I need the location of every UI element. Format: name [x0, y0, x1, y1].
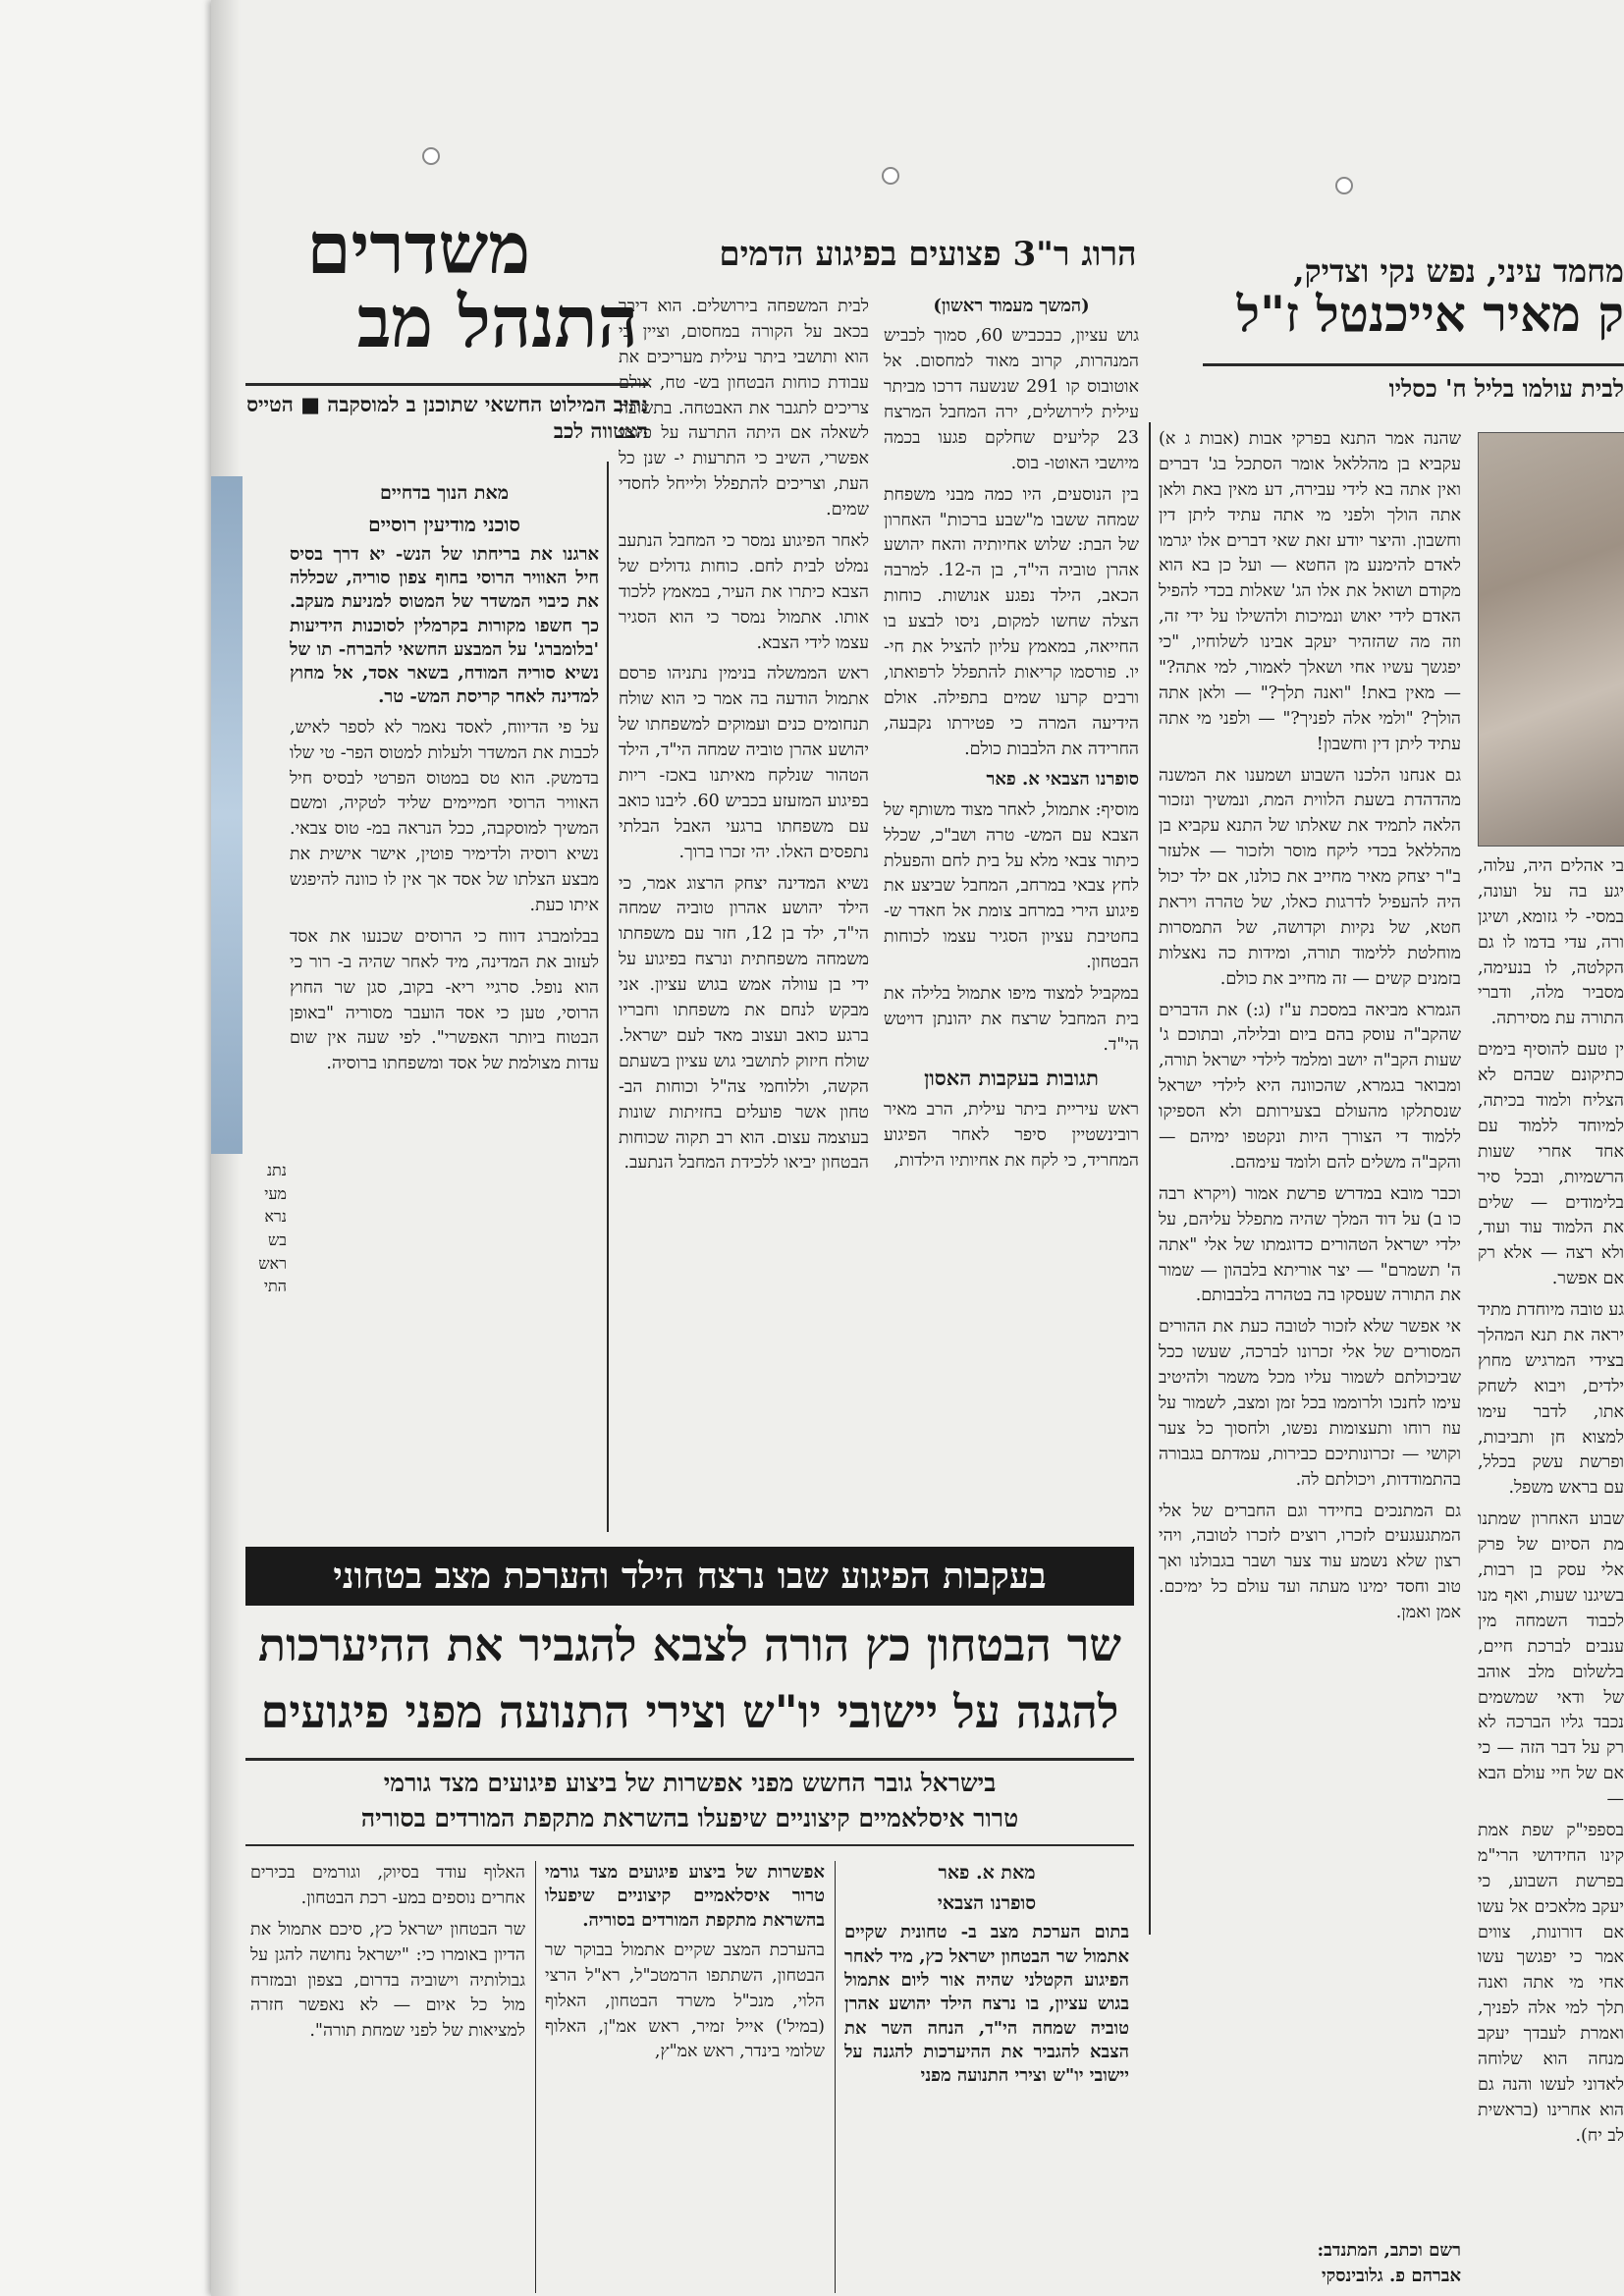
sub-headline-line2: טרור איסלאמיים קיצוניים שיפעלו בהשראת מתקפת המורדים בסוריה — [360, 1804, 1019, 1832]
child-portrait-photo — [1478, 432, 1624, 847]
section-banner: בעקבות הפיגוע שבו נרצח הילד והערכת מצב בטחוני — [245, 1547, 1134, 1606]
obituary-subheadline: לבית עולמו בליל ח' כסליו — [1388, 374, 1624, 403]
column-divider — [835, 1861, 836, 2293]
paragraph: וכבר מובא במדרש פרשת אמור (ויקרא רבה כו ב) על דוד המלך שהיה מתפלל עליהם, על ילדי ישראל הטהורים כדוגמתו של אלי "אתה ה' תשמרם" — יצר אוריתא בלבהון — שמור את התורה שעסקו בה בטהרה בלבבותם. — [1159, 1183, 1461, 1306]
news-column-right — [884, 295, 1139, 1532]
fragment: נתנ — [266, 1161, 287, 1179]
left-headline-line2: התנהל מב — [356, 285, 638, 363]
fragment: ראש — [258, 1253, 287, 1273]
paragraph: גם אנחנו הלכנו השבוע ושמענו את המשנה מהדהדת בשעת הלווית המת, ונמשיך ונזכור הלאה לתמיד את שאלתו של התנא עקביא בן מהללאל בכדי ליקח מוסר ולזכור — אלעזר ב"ר יצחק מאיר מחייב את כולנו, אם ילד יכול היה להעפיל לדרגות כאלו, של טהרה ויראת חטא, של נקיות וקדושה, של התמסרות מוחלטת ללימוד תורה, ומידות כה נאצלות בזמנים קשים — זה מחייב את כולם. — [1159, 765, 1461, 989]
left-subheadline: נתיב המילוט החשאי שתוכנן ב למוסקבה ■ הטייס הצטווה לכב — [246, 392, 648, 444]
assad-article-column — [290, 481, 599, 1532]
obituary-kicker: מחמד עיני, נפש נקי וצדיק, — [1293, 253, 1624, 290]
punch-hole — [1335, 177, 1353, 194]
security-article-col2 — [545, 1861, 825, 2296]
lead-paragraph: אפשרות של ביצוע פיגועים מצד גורמי טרור איסלאמיים קיצוניים שיפעלו בהשראת מתקפת המורדים בסוריה. — [545, 1862, 825, 1931]
paragraph: שהנה אמר התנא בפרקי אבות (אבות ג א) עקביא בן מהללאל אומר הסתכל בג' דברים ואין אתה בא לידי עבירה, דע מאין באת ולאן אתה הולך ולפני מי אתה עתיד ליתן דין וחשבון. והיצר יודע זאת שאי דברים אלו יגרמו לאדם להימנע מן החטא — ועל כן בא הוא מקודם ושואל את אלו הג' שאלות בכדי להפיל האדם לידי יאוש ונמיכות ולהשילו על ידי זה, וזה מה שהזהיר יעקב אבינו לשלוחיו, "כי יפגשך עשיו אחי ושאלך לאמור, למי אתה?" — מאין באת! "ואנה תלך?" — ולאן אתה הולך? "ולמי אלה לפניך?" — ולפני מי אתה עתיד ליתן דין וחשבון! — [1159, 429, 1461, 754]
paragraph: בין הנוסעים, היו כמה מבני משפחת שמחה ששבו מ"שבע ברכות" האחרון של הבת: שלוש אחיותיה והאח יהושע אהרן טוביה הי"ד, בן ה-12. למרבה הכאב, הילד נפגע אנושות. כוחות הצלה שחשו למקום, ניסו לבצע בו החייאה, במאמץ עליון להציל את חי- יו. פורסמו קריאות להתפלל לרפואתו, ורבים קרעו שמים בתפילה. אולם הידיעה המרה כי פטירתו נקבעה, החרידה את הלבבות כולם. — [884, 484, 1139, 759]
paragraph: מוסיף: אתמול, לאחר מצוד משותף של הצבא עם המש- טרה ושב"כ, שכלל כיתור צבאי מלא על בית לחם והפעלת לחץ צבאי במרחב, המחבל שביצע את פיגוע הירי במרחב צומת אל חאדר ש- בחטיבת עציון הסגיר עצמו לכוחות הבטחון. — [884, 799, 1139, 973]
paragraph: ין טעם להוסיף בימים כתיקונם שבהם לא הצליח ולמוד בכיתה, למיוחד ללמוד עם אחד אחרי שעות הרשמיות, ובכל סיר בלימודים — שלים את הלמוד עוד ועוד, ולא רצה — אלא רק אם אפשר. — [1478, 1040, 1624, 1289]
paragraph: לאחר הפיגוע נמסר כי המחבל הנתעב נמלט לבית לחם. כוחות גדולים של הצבא כיתרו את העיר, במאמץ ללכוד אותו. אתמול נמסר כי הוא הסגיר עצמו לידי הצבא. — [619, 531, 869, 653]
lead-paragraph: בתום הערכת מצב ב- טחונית שקיים אתמול שר הבטחון ישראל כץ, מיד לאחר הפיגוע הקטלני שהיה אור ליום אתמול בגוש עציון, בו נרצח הילד יהושע אהרן טוביה שמחה הי"ד, הנחה השר את הצבא להגביר את ההיערכות להגנה על יישובי יו"ש וצירי התנועה מפני — [844, 1922, 1129, 2087]
obituary-column — [1159, 427, 1461, 2234]
obituary-signoff: רשם וכתב, המתנדב: — [1317, 2240, 1461, 2261]
lead-paragraph: ארגנו את בריחתו של הנש- יא דרך בסיס חיל האוויר הרוסי בחוף צפון סוריה, שכללה את כיבוי המשדר של המטוס למניעת מעקב. כך חשפו מקורות בקרמלין לסוכנות הידיעות 'בלומברג' על המבצע החשאי להברח- תו של נשיא סוריה המודח, בשאר אסד, אל מחוץ למדינה לאחר קריסת המש- טר. — [290, 543, 599, 708]
fragment: בש — [267, 1230, 287, 1250]
section-subhead: תגובות בעקבות האסון — [924, 1065, 1099, 1090]
paragraph: הגמרא מביאה במסכת ע"ז (ג:) את הדברים שהקב"ה עוסק בהם ביום ובלילה, ובתוכם ג' שעות הקב"ה יושב ומלמד לילדי ישראל תורה, ומבואר בגמרא, שהכוונה היא לילדי ישראל שנסתלקו מהעולם בצעירותם ולא הספיקו ללמוד די הצורך היות ונקטפו ימיהם — והקב"ה משלים להם ולומד עימהם. — [1159, 1000, 1461, 1173]
divider — [1203, 363, 1624, 366]
fragment: מעי — [264, 1183, 287, 1203]
paragraph: בי אהלים היה, עלוה, יגע בה על ועונה, במסי- לי גזומא, ושיגן ורה, עדי בדמו לו גם הקלטה, לו בנעימה, מסביר מלה, ודברי התורה עת מסירתה. — [1478, 856, 1624, 1029]
column-divider — [1149, 422, 1151, 1935]
paragraph: גם המתנכים בחיידר וגם החברים של אלי המתגעגעים לזכרו, רוצים לזכרו לטובה, ויהי רצון שלא נשמע עוד צער ושבר בגבולנו ואך טוב וחסד ימינו מעתה ועד עולם כל ימיכם. אמן ואמן. — [1159, 1501, 1461, 1623]
paragraph: במקביל למצוד מיפו אתמול בלילה את בית המחבל שרצח את יהונתן דויטש הי"ד. — [884, 983, 1139, 1055]
paragraph: שבוע האחרון שמתנו מת הסיום של פרק אלי עסק בן רבות, בשיגנו שעות, ואף מנו לכבוד השמחה מין ענבים לברכת חיים, בלשלום מלב אוהב של ודאי שמשמים נכבד גליו הברכה לא רק על דבר הזה — כי אם של חיי עולם הבא — — [1478, 1509, 1624, 1810]
divider — [245, 1844, 1134, 1846]
divider — [245, 383, 648, 386]
paragraph: גע טובה מיוחדת מתיד יראה את תנא המהלך בצידי המרגיש מחוץ ילדים, ויבוא לשחק אתו, לדבר עימו למצוא חן ותביבות, ופרשת עשק בכלל, עם בראש משפל. — [1478, 1300, 1624, 1499]
obituary-author: אברהם פ. גלובינסקי — [1321, 2266, 1461, 2286]
paragraph: שר הבטחון ישראל כץ, סיכם אתמול את הדיון באומרו כי: "ישראל נחושה להגן על גבולותיה וישוביה בדרום, בצפון ובמזרח מול כל איום — לא נאפשר חזרה למציאות של לפני שמחת תורה". — [250, 1919, 525, 2042]
paragraph: בהערכת המצב שקיים אתמול בבוקר שר הבטחון, השתתפו הרמטכ"ל, רא"ל הרצי הלוי, מנכ"ל משרד הבטחון, האלוף (במיל') אייל זמיר, ראש אמ"ן, האלוף שלומי בינדר, ראש אמ"ץ, — [545, 1940, 825, 2062]
main-headline-line1: שר הבטחון כץ הורה לצבא להגביר את ההיערכות — [258, 1620, 1121, 1671]
byline: סופרנו הצבאי א. פאר — [986, 769, 1139, 791]
security-article-col3 — [250, 1861, 525, 2296]
paragraph: אי אפשר שלא לזכור לטובה כעת את ההורים המסורים של אלי זכרונו לברכה, שעשו ככל שביכולתם לשמור עליו מכל משמר ולהיטיב עימו לחנכו ולרוממו בכל זמן ומצב, לשמור על עוז רוחו ותעצומות נפשו, ולחסוך כל צער וקושי — זכרונותיכם כבירות, עמדתם בגבורה בהתמודדות, ויכולתם לה. — [1159, 1317, 1461, 1490]
security-article-col1 — [844, 1861, 1129, 2296]
fragment: התי — [263, 1277, 287, 1296]
center-headline: הרוג ר"3 פצועים בפיגוע הדמים — [719, 236, 1137, 274]
punch-hole — [882, 167, 899, 185]
sub-headline-line1: בישראל גובר החשש מפני אפשרות של ביצוע פיגועים מצד גורמי — [383, 1769, 997, 1797]
paragraph: על פי הדיווח, לאסד נאמר לא לספר לאיש, לכבות את המשדר ולעלות למטוס הפר- טי שלו בדמשק. הוא טס במטוס הפרטי לבסיס חיל האוויר הרוסי חמיימים שליד לטקיה, ומשם המשיך למוסקבה, ככל הנראה במ- טוס צבאי. נשיא רוסיה ולדימיר פוטין, אישר אישית את מבצע הצלתו של אסד אך אין לו כוונה להיפגש איתו כעת. — [290, 717, 599, 915]
left-headline-line1: משדרים — [306, 211, 530, 290]
main-headline-line2: להגנה על יישובי יו"ש וצירי התנועה מפני פיגועים — [260, 1687, 1119, 1738]
paragraph: ראש הממשלה בנימין נתניהו פרסם אתמול הודעה בה אמר כי הוא שולח תנחומים כנים ועמוקים למשפחתו של יהושע אהרן טוביה שמחה הי"ד, הילד הטהור שנלקח מאיתנו באכז- ריות בפיגוע המזעזע בכביש 60. ליבנו כואב עם משפחתו ברגעי האבל הבלתי נתפסים האלו. יהי זכרו ברוך. — [619, 664, 869, 862]
continuation-note: (המשך מעמוד ראשון) — [933, 296, 1090, 316]
blue-graphic-strip — [211, 476, 243, 1154]
byline-title: סופרנו הצבאי — [937, 1891, 1037, 1914]
paragraph: ראש עיריית ביתר עילית, הרב מאיר רובינשטיין סיפר לאחר הפיגוע המחריד, כי לקח את אחיותיו הילדות, — [884, 1099, 1139, 1171]
byline: מאת הנוך בדחיים — [380, 482, 509, 504]
byline: מאת א. פאר — [938, 1862, 1036, 1884]
divider — [245, 1758, 1134, 1761]
paragraph: לבית המשפחה בירושלים. הוא דיבר בכאב על הקורה במחסום, וציין כי הוא ותושבי ביתר עילית מעריכים את עבודת כוחות הבטחון בש- טח, אולם צריכים לתגבר את האבטחה. בתשובה לשאלה אם היתה התרעה על פיגוע אפשרי, השיב כי התרעות י- שנן כל העת, וצריכים להתפלל ולייחל לחסדי שמים. — [619, 297, 869, 520]
paragraph: האלוף עודד בסיוק, וגורמים בכירים אחרים נוספים במע- רכת הבטחון. — [250, 1863, 525, 1908]
news-column-left — [619, 295, 869, 1532]
paragraph: נשיא המדינה יצחק הרצוג אמר, כי הילד יהושע אהרון טוביה שמחה הי"ד, ילד בן 12, חזר עם משפחתו משמחה משפחתית ונרצח בפיגוע על ידי בן עוולה אמש בגוש עציון. אני מבקש לנחם את משפחתו וחבריו ברגע כואב ועצוב מאד לעם ישראל. שולח חיזוק לתושבי גוש עציון בשעתם הקשה, וללוחמי צה"ל וכוחות הב- טחון אשר פועלים בחזיתות שונות בעוצמה עצום. הוא רב תקוה שכוחות הבטחון יביאו ללכידת המחבל הנתעב. — [619, 873, 869, 1174]
paragraph: בבלומברג דווח כי הרוסים שכנעו את אסד לעזוב את המדינה, מיד לאחר שהיה ב- רור כי הוא נופל. סרגיי ריא- בקוב, סגן שר החוץ הרוסי, טען כי אסד הועבר מסוריה "באופן הבטוח ביותר האפשרי". לפי שעה אין שום עדות מצולמת של אסד ומשפחתו ברוסיה. — [290, 926, 599, 1074]
paragraph: בספפי"ק שפת אמת קינו החידושי הרי"מ בפרשת השבוע, כי יעקב מלאכים אל עשו אם דורונות, צווים אמר כי יפגשך עשו אחי מי אתה ואנה תלך למי אלה לפניך, ואמרת לעבדך יעקב מנחה הוא שלוחה לאדוני לעשו והנה גם הוא אחרינו (בראשית לב יח). — [1478, 1820, 1624, 2146]
obituary-headline: ק מאיר אייכנטל ז"ל — [1236, 287, 1624, 343]
paragraph: גוש עציון, כבכביש 60, סמוך לכביש המנהרות, קרוב מאוד למחסום. אל אוטובוס קו 291 שנשעה דרכו מביתר עילית לירושלים, ירה המחבל המרצח 23 קליעים שחלקם פגעו בכמה מיושבי האוטו- בוס. — [884, 326, 1139, 473]
obituary-column-far-right — [1478, 854, 1624, 2296]
column-divider — [535, 1861, 536, 2293]
article-kicker: סוכני מודיעין רוסיים — [368, 512, 520, 536]
punch-hole — [422, 147, 440, 165]
fragment: נרא — [264, 1207, 287, 1227]
column-divider — [607, 462, 609, 1532]
cut-column-fragments — [245, 1159, 287, 1355]
